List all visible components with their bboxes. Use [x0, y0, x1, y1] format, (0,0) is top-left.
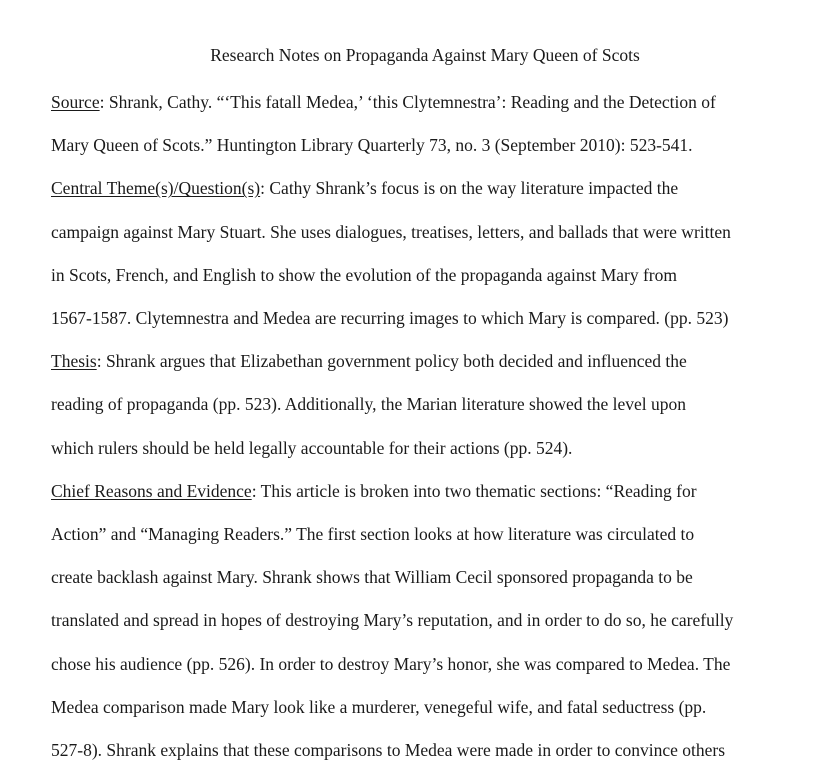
document-title: Research Notes on Propaganda Against Mary Queen of Scots — [210, 45, 640, 65]
evidence-line-1 — [51, 470, 791, 513]
source-line-1 — [51, 81, 791, 124]
central-theme-section — [51, 167, 791, 340]
evidence-line-4: translated and spread in hopes of destroying Mary’s reputation, and in order to do so, he carefully — [51, 610, 734, 631]
document-page — [51, 38, 791, 772]
source-section — [51, 81, 791, 167]
central-theme-line-1 — [51, 167, 791, 210]
central-theme-line-4: 1567-1587. Clytemnestra and Medea are recurring images to which Mary is compared. (pp. 523) — [51, 308, 729, 329]
source-text: : Shrank, Cathy. “‘This fatall Medea,’ ‘this Clytemnestra’: Reading and the Detection of — [99, 92, 716, 112]
source-line-2: Mary Queen of Scots.” Huntington Library Quarterly 73, no. 3 (September 2010): 523-541. — [51, 135, 693, 156]
central-theme-text: : Cathy Shrank’s focus is on the way literature impacted the — [260, 178, 679, 199]
source-heading: Source — [51, 92, 100, 112]
thesis-line-1 — [51, 340, 791, 383]
thesis-section — [51, 340, 791, 470]
evidence-heading: Chief Reasons and Evidence — [51, 480, 252, 501]
evidence-line-7: 527-8). Shrank explains that these comparisons to Medea were made in order to convince others — [51, 740, 726, 761]
thesis-heading: Thesis — [51, 351, 97, 372]
central-theme-line-2: campaign against Mary Stuart. She uses dialogues, treatises, letters, and ballads that were written — [51, 221, 731, 242]
evidence-line-2: Action” and “Managing Readers.” The first section looks at how literature was circulated to — [51, 524, 695, 545]
central-theme-heading: Central Theme(s)/Question(s) — [51, 178, 261, 199]
evidence-line-5: chose his audience (pp. 526). In order to destroy Mary’s honor, she was compared to Medea. The — [51, 653, 731, 674]
thesis-line-2: reading of propaganda (pp. 523). Additionally, the Marian literature showed the level upon — [51, 394, 686, 415]
central-theme-line-3: in Scots, French, and English to show the evolution of the propaganda against Mary from — [51, 264, 677, 285]
thesis-line-3: which rulers should be held legally accountable for their actions (pp. 524). — [51, 437, 573, 458]
evidence-text: : This article is broken into two thematic sections: “Reading for — [251, 480, 697, 501]
evidence-section — [51, 470, 791, 772]
evidence-line-6: Medea comparison made Mary look like a murderer, venegeful wife, and fatal seductress (pp. — [51, 696, 707, 717]
evidence-line-3: create backlash against Mary. Shrank shows that William Cecil sponsored propaganda to be — [51, 567, 693, 588]
thesis-text: : Shrank argues that Elizabethan government policy both decided and influenced the — [96, 351, 687, 372]
